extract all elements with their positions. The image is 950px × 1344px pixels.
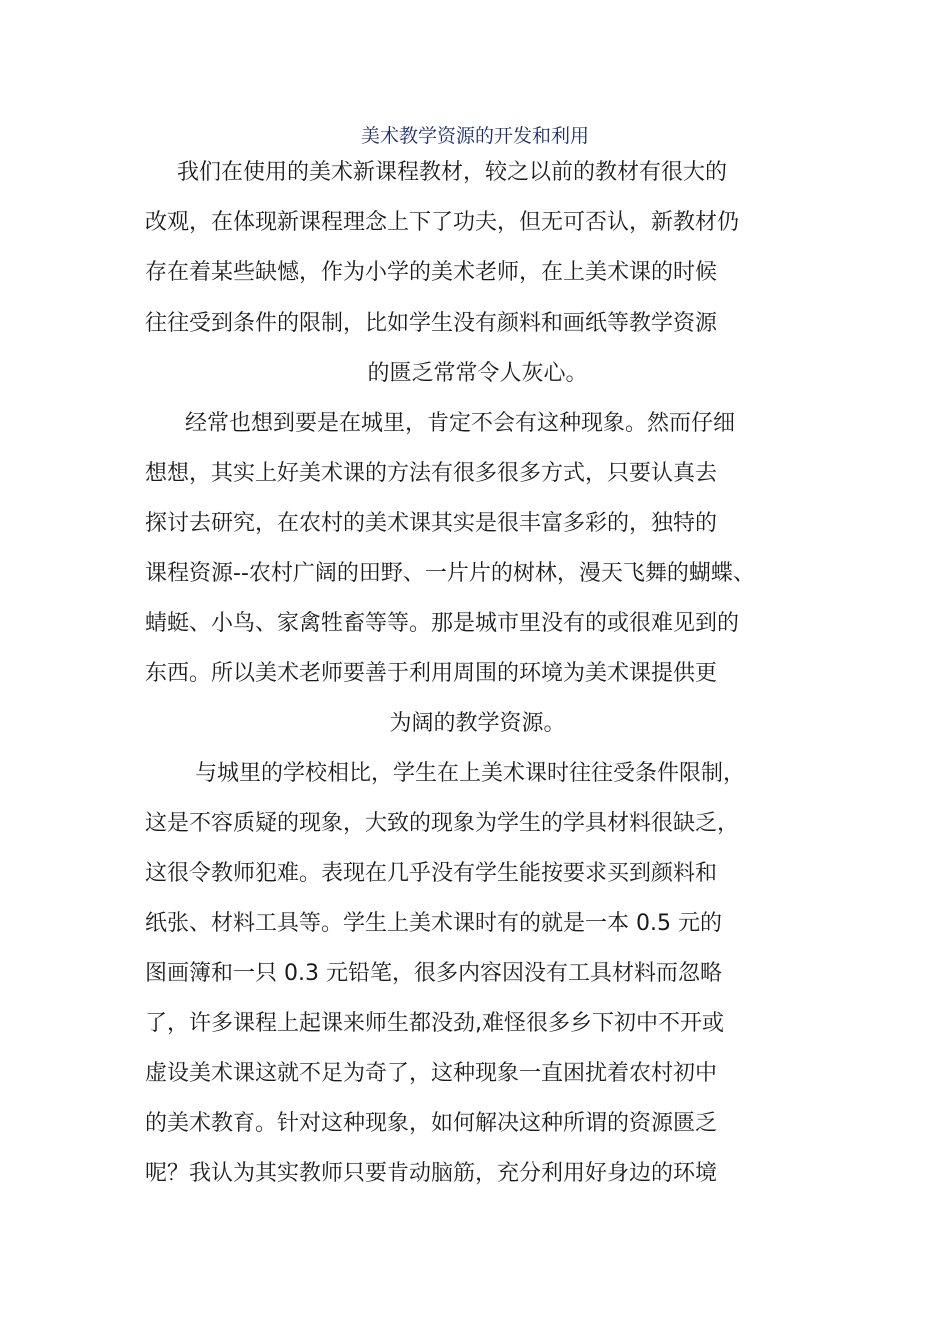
text-line: 的匮乏常常令人灰心。 xyxy=(367,361,588,386)
text-line: 与城里的学校相比，学生在上美术课时往往受条件限制， xyxy=(195,761,746,786)
text-line: 蜻蜓、小鸟、家禽牲畜等等。那是城市里没有的或很难见到的 xyxy=(145,611,740,636)
text-line: 这是不容质疑的现象，大致的现象为学生的学具材料很缺乏， xyxy=(145,811,740,836)
text-line: 课程资源--农村广阔的田野、一片片的树林，漫天飞舞的蝴蝶、 xyxy=(145,561,755,586)
text-line: 图画簿和一只 0.3 元铅笔，很多内容因没有工具材料而忽略 xyxy=(145,961,722,986)
text-line: 纸张、材料工具等。学生上美术课时有的就是一本 0.5 元的 xyxy=(145,911,722,936)
text-line: 了，许多课程上起课来师生都没劲,难怪很多乡下初中不开或 xyxy=(145,1011,724,1036)
text-line: 改观，在体现新课程理念上下了功夫，但无可否认，新教材仍 xyxy=(145,210,740,235)
text-line: 的美术教育。针对这种现象，如何解决这种所谓的资源匮乏 xyxy=(145,1111,718,1136)
text-line: 东西。所以美术老师要善于利用周围的环境为美术课提供更 xyxy=(145,661,718,686)
text-line: 虚设美术课这就不足为奇了，这种现象一直困扰着农村初中 xyxy=(145,1061,718,1086)
text-line: 经常也想到要是在城里，肯定不会有这种现象。然而仔细 xyxy=(185,411,736,436)
text-line: 呢？我认为其实教师只要肯动脑筋，充分利用好身边的环境 xyxy=(145,1161,718,1186)
document-title: 美术教学资源的开发和利用 xyxy=(360,125,589,147)
text-line: 探讨去研究，在农村的美术课其实是很丰富多彩的，独特的 xyxy=(145,511,718,536)
text-line: 为阔的教学资源。 xyxy=(389,711,566,736)
text-line: 想想，其实上好美术课的方法有很多很多方式，只要认真去 xyxy=(145,461,718,486)
text-line: 存在着某些缺憾，作为小学的美术老师，在上美术课的时候 xyxy=(145,260,718,285)
text-line: 往往受到条件的限制，比如学生没有颜料和画纸等教学资源 xyxy=(145,311,718,336)
text-line: 这很令教师犯难。表现在几乎没有学生能按要求买到颜料和 xyxy=(145,861,718,886)
text-line: 我们在使用的美术新课程教材，较之以前的教材有很大的 xyxy=(177,160,728,185)
